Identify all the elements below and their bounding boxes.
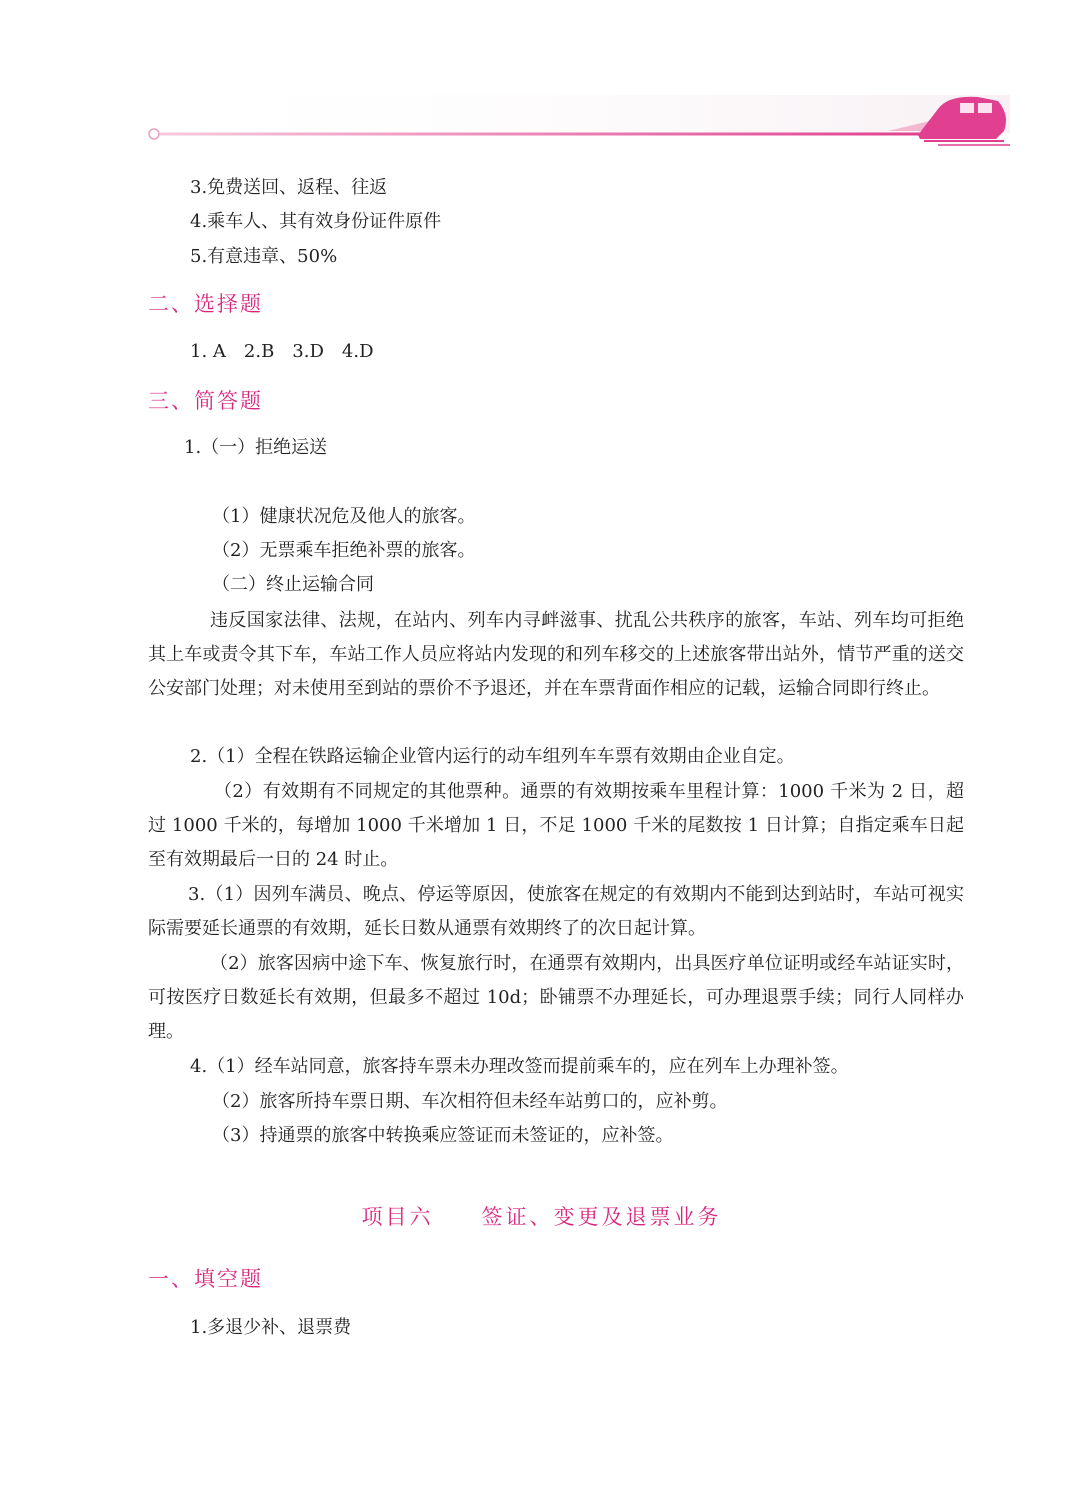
heading-fill-blank: 一、填空题 [148,1267,263,1291]
header-train-decoration [148,95,1010,150]
heading-short-answer: 三、简答题 [148,389,263,413]
q2-paragraph: （2）有效期有不同规定的其他票种。通票的有效期按乘车里程计算：1000 千米为 2 日，超过 1000 千米的，每增加 1000 千米增加 1 日，不足 1000 千米的尾数按 1 日计算；自指定乘车日起至有效期最后一日的 24 时止。 [148,781,964,870]
q4-item-2: （2）旅客所持车票日期、车次相符但未经车站剪口的，应补剪。 [212,1091,728,1112]
project-six-title: 项目六 签证、变更及退票业务 [361,1205,722,1229]
heading-choice: 二、选择题 [148,292,263,316]
q4-item-1: 4.（1）经车站同意，旅客持车票未办理改签而提前乘车的，应在列车上办理补签。 [190,1056,849,1077]
q4-item-3: （3）持通票的旅客中转换乘应签证而未签证的，应补签。 [212,1125,674,1146]
q2-line-1: 2.（1）全程在铁路运输企业管内运行的动车组列车车票有效期由企业自定。 [190,746,795,767]
fill-answer-5: 5.有意违章、50% [190,246,338,267]
q3-paragraph-2: （2）旅客因病中途下车、恢复旅行时，在通票有效期内，出具医疗单位证明或经车站证实时，可按医疗日数延长有效期，但最多不超过 10d；卧铺票不办理延长，可办理退票手续；同行人同样办理。 [148,953,964,1042]
fill-answer-4: 4.乘车人、其有效身份证件原件 [190,211,442,232]
q1-paragraph: 违反国家法律、法规，在站内、列车内寻衅滋事、扰乱公共秩序的旅客，车站、列车均可拒绝其上车或责令其下车，车站工作人员应将站内发现的和列车移交的上述旅客带出站外，情节严重的送交公安部门处理；对未使用至到站的票价不予退还，并在车票背面作相应的记载，运输合同即行终止。 [148,610,964,699]
q1-item-3: （二）终止运输合同 [212,574,374,595]
q1-item-2: （2）无票乘车拒绝补票的旅客。 [212,540,476,561]
fill-answer-3: 3.免费送回、返程、往返 [190,177,388,198]
fill-answer-1: 1.多退少补、退票费 [190,1317,352,1338]
q3-paragraph-1: 3.（1）因列车满员、晚点、停运等原因，使旅客在规定的有效期内不能到达到站时，车站可视实际需要延长通票的有效期，延长日数从通票有效期终了的次日起计算。 [148,884,964,939]
q1-item-1: （1）健康状况危及他人的旅客。 [212,506,476,527]
choice-answers: 1. A 2.B 3.D 4.D [190,341,374,362]
q1-title: 1.（一）拒绝运送 [184,437,328,458]
